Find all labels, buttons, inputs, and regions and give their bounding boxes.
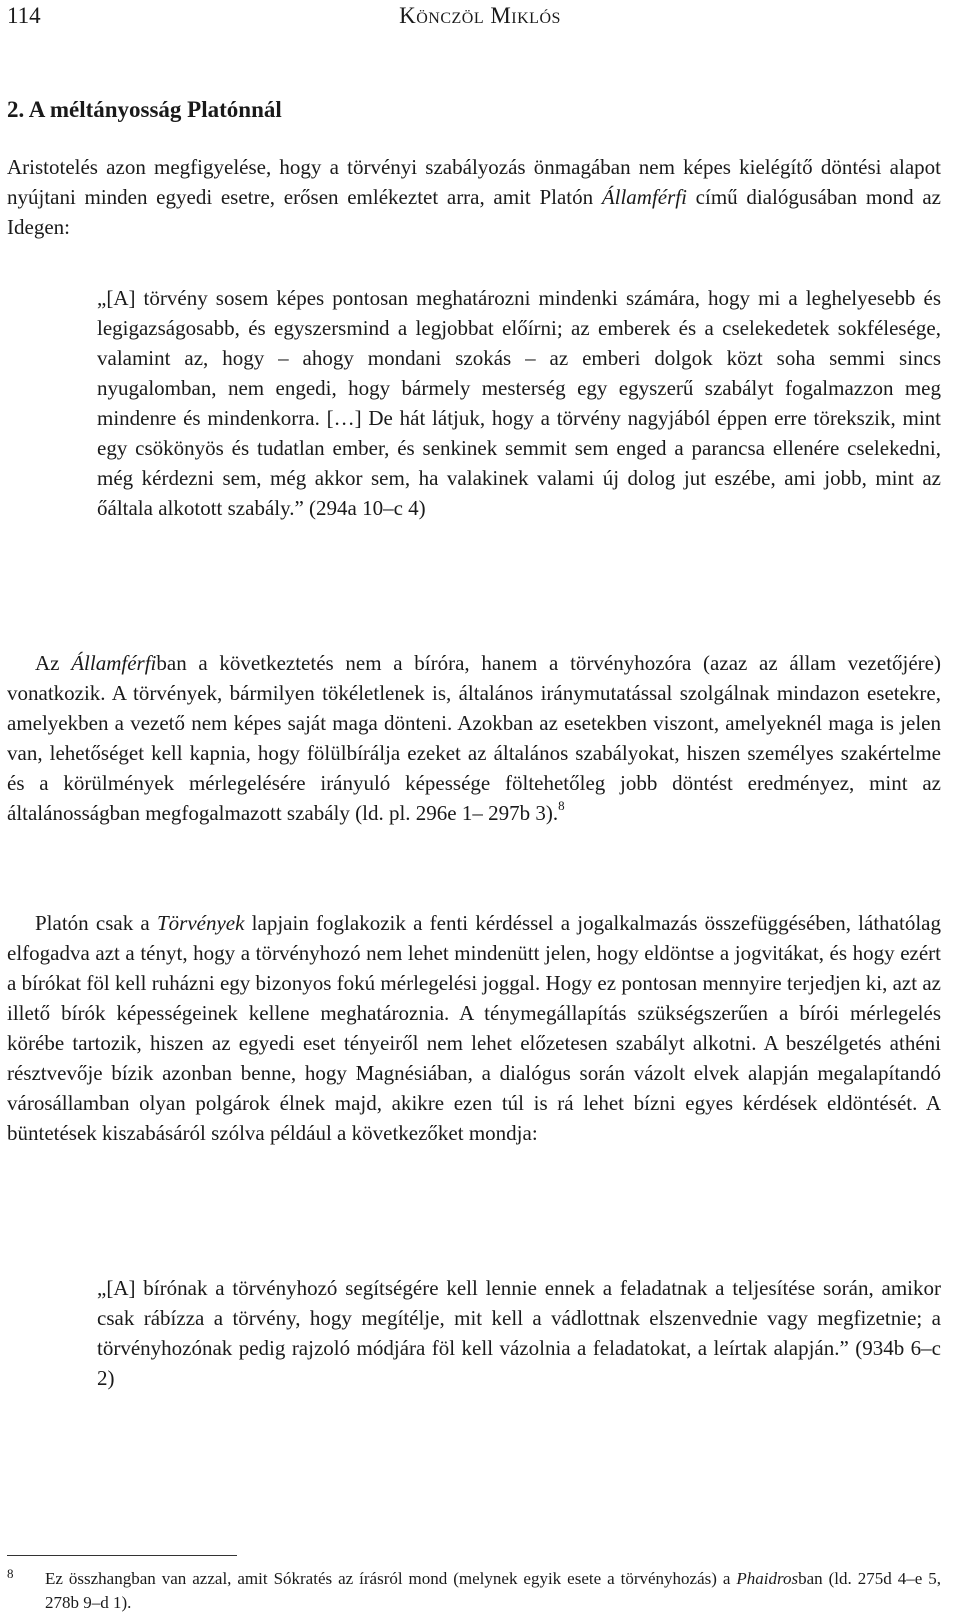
footnote-reference[interactable]: 8: [558, 798, 565, 813]
paragraph-3: [7, 908, 941, 1148]
fn-text-after: ban (ld. 275d 4–e 5, 278b 9–d 1).: [45, 1569, 941, 1612]
fn-title-italic: Phaidros: [736, 1569, 799, 1588]
footnote-divider: [7, 1555, 237, 1556]
footnote-text: [45, 1567, 941, 1615]
block-quote-1: „[A] törvény sosem képes pontosan meghatározni mindenki számára, hogy mi a leghelyesebb és legigazságosabb, és egyszersmind a legjobbat előírni; az emberek és a cselekedetek sokfélesége, valamint az, hogy – ahogy mondani szokás – az emberi dolgok közt soha semmi sincs nyugalomban, nem engedi, hogy bármely mesterség egy egyszerű szabályt fogalmazzon meg mindenre és mindenkorra. […] De hát látjuk, hogy a törvény nagyjából éppen erre törekszik, mint egy csökönyös és tudatlan ember, és senkinek semmit sem enged a parancsa ellenére cselekedni, még kérdezni sem, még akkor sem, ha valakinek valami új dolog jut eszébe, ami jobb, mint az őáltala alkotott szabály.” (294a 10–c 4): [97, 286, 941, 520]
block-quote-2: „[A] bírónak a törvényhozó segítségére kell lennie ennek a feladatnak a teljesítése során, amikor csak rábízza a törvény, hogy megítélje, mit kell a vádlottnak elszenvednie vagy megfizetnie; a törvényhozónak pedig rajzoló módjára föl kell vázolnia a feladatokat, a leírtak alapján.” (934b 6–c 2): [97, 1276, 941, 1390]
p3-text-before: Platón csak a: [35, 911, 157, 935]
p2-title-italic: Államférfi: [71, 651, 157, 675]
intro-title-italic: Államférfi: [601, 185, 687, 209]
footnote: [7, 1567, 941, 1615]
intro-text-before: Aristotelés azon megfigyelése, hogy a törvényi szabályozás önmagában nem képes kielégítő döntési alapot nyújtani minden egyedi esetre, erősen emlékeztet arra, amit Platón: [7, 155, 941, 209]
p2-text-after: ban a következtetés nem a bíróra, hanem a törvényhozóra (azaz az állam vezetőjére) vonatkozik. A törvények, bármilyen tökéletlenek is, általános iránymutatással szolgálnak mindazon esetekre, amelyekben a vezető nem képes saját maga dönteni. Azokban az esetekben viszont, amelyeknél maga is jelen van, lehetőséget kell kapnia, hogy fölülbírálja ezeket az általános szabályokat, hiszen személyes szakértelme és a körülmények mérlegelésére irányuló képessége föltehetőleg jobb döntést eredményez, mint az általánosságban megfogalmazott szabály (ld. pl. 296e 1– 297b 3).: [7, 651, 941, 825]
p3-text-after: lapjain foglakozik a fenti kérdéssel a jogalkalmazás összefüggésében, láthatólag elfogadva azt a tényt, hogy a törvényhozó nem lehet mindenütt jelen, hogy eldöntse a jogvitákat, és hogy ezért a bírókat föl kell ruházni egy bizonyos fokú mérlegelési joggal. Hogy ez pontosan mennyire terjedjen ki, azt az illető bírók képességeinek kellene meghatároznia. A ténymegállapítás szükségszerűen a bírói mérlegelés körébe tartozik, hiszen az egyedi eset tényeiről nem lehet előzetesen szabályt alkotni. A beszélgetés athéni résztvevője bízik azonban benne, hogy Magnésiában, a dialógus során vázolt elvek alapján megalapítandó városállamban olyan polgárok élnek majd, akikre ezen túl is rá lehet bízni egyes kérdések eldöntését. A büntetések kiszabásáról szólva például a következőket mondja:: [7, 911, 941, 1145]
section-title: 2. A méltányosság Platónnál: [7, 97, 282, 122]
intro-paragraph: [7, 152, 941, 242]
running-head: Könczöl Miklós: [399, 3, 561, 28]
page-number: 114: [7, 3, 41, 28]
intro-text-after: című dialógusában mond az Idegen:: [7, 185, 941, 239]
paragraph-2: [7, 648, 941, 828]
p2-text-before: Az: [35, 651, 72, 675]
page-header: [0, 0, 960, 40]
footnote-mark: 8: [7, 1566, 14, 1581]
p3-title-italic: Törvények: [156, 911, 245, 935]
fn-text-before: Ez összhangban van azzal, amit Sókratés az írásról mond (melynek egyik esete a törvényhozás) a: [45, 1569, 737, 1588]
